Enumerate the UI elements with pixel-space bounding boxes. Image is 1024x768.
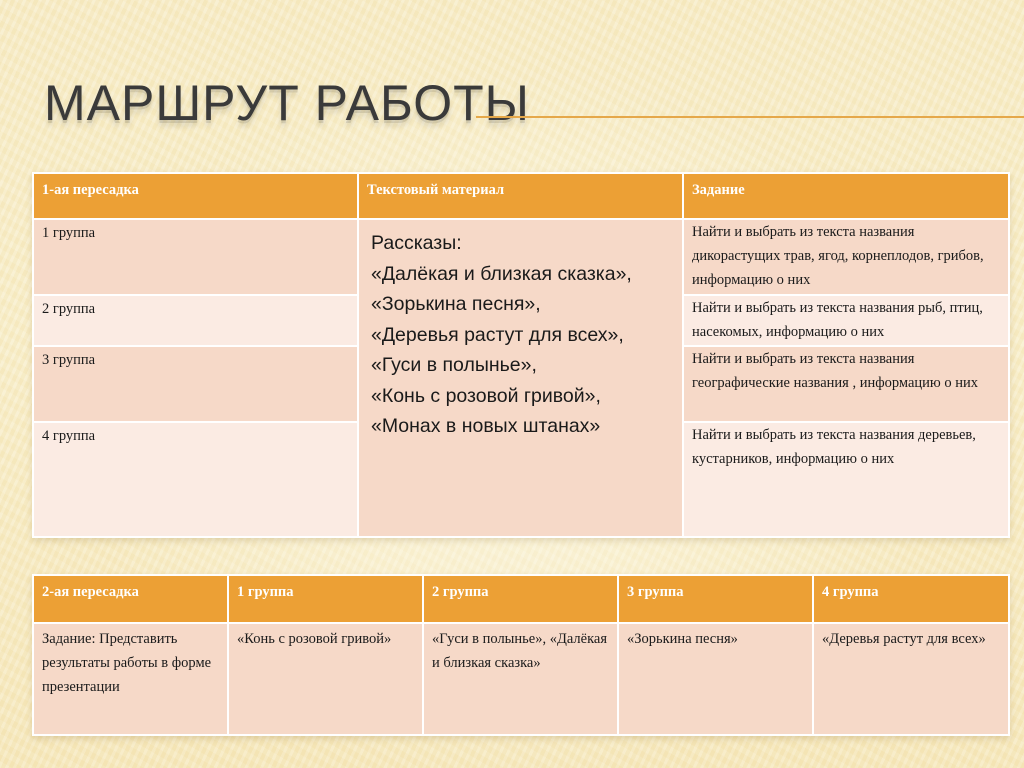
group-3-story-cell: «Зорькина песня»: [618, 623, 813, 735]
group-1-cell: 1 группа: [33, 219, 358, 295]
task-cell: Найти и выбрать из текста названия деревьев, кустарников, информацию о них: [683, 422, 1009, 537]
group-2-cell: 2 группа: [33, 295, 358, 346]
header-second-transfer: 2-ая пересадка: [33, 575, 228, 623]
group-4-cell: 4 группа: [33, 422, 358, 537]
header-group-2: 2 группа: [423, 575, 618, 623]
task-cell: Найти и выбрать из текста названия дикорастущих трав, ягод, корнеплодов, грибов, информацию о них: [683, 219, 1009, 295]
header-text-material: Текстовый материал: [358, 173, 683, 219]
route-table-first-transfer: [32, 172, 1010, 538]
stories-line: «Гуси в полынье»,: [371, 354, 537, 376]
route-table-second-transfer: [32, 574, 1010, 736]
stories-line: «Монах в новых штанах»: [371, 415, 601, 437]
header-first-transfer: 1-ая пересадка: [33, 173, 358, 219]
stories-line: Рассказы:: [371, 232, 462, 254]
task-cell: Найти и выбрать из текста названия рыб, птиц, насекомых, информацию о них: [683, 295, 1009, 346]
table-row: [33, 623, 1009, 735]
table-header-row: [33, 173, 1009, 219]
group-2-story-cell: «Гуси в полынье», «Далёкая и близкая сказка»: [423, 623, 618, 735]
task-cell: Найти и выбрать из текста названия географические названия , информацию о них: [683, 346, 1009, 422]
title-divider: [476, 116, 1024, 118]
group-4-story-cell: «Деревья растут для всех»: [813, 623, 1009, 735]
assignment-cell: Задание: Представить результаты работы в форме презентации: [33, 623, 228, 735]
group-1-story-cell: «Конь с розовой гривой»: [228, 623, 423, 735]
header-group-4: 4 группа: [813, 575, 1009, 623]
stories-line: «Далёкая и близкая сказка»,: [371, 262, 632, 285]
header-task: Задание: [683, 173, 1009, 219]
stories-cell: [358, 219, 683, 537]
stories-line: «Деревья растут для всех»,: [371, 323, 624, 346]
table-header-row: [33, 575, 1009, 623]
page-title: МАРШРУТ РАБОТЫ: [44, 75, 530, 131]
table-row: [33, 219, 1009, 295]
stories-line: «Зорькина песня»,: [371, 293, 541, 315]
group-3-cell: 3 группа: [33, 346, 358, 422]
header-group-1: 1 группа: [228, 575, 423, 623]
header-group-3: 3 группа: [618, 575, 813, 623]
stories-line: «Конь с розовой гривой»,: [371, 384, 601, 407]
